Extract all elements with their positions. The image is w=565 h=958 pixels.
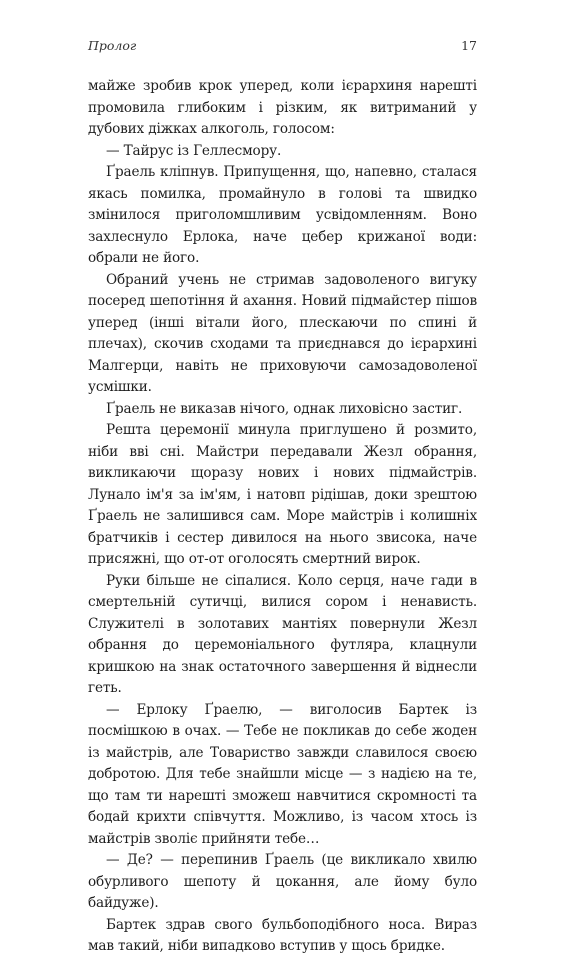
paragraph: Руки більше не сіпалися. Коло серця, наче гади в смертельній сутичці, вилися сором і ненависть. Служителі в золотавих мантіях повернули Жезл обрання до церемоніального футляра, клацнули кришкою на знак остаточного завершення й віднесли геть.	[88, 572, 477, 696]
paragraph: майже зробив крок уперед, коли ієрархиня нарешті промовила глибоким і різким, як витриманий у дубових діжках алкоголь, голосом:	[88, 78, 477, 137]
paragraph: — Тайрус із Геллесмору.	[106, 142, 282, 159]
paragraph: Ґраель не виказав нічого, однак лиховісно застиг.	[106, 400, 463, 417]
paragraph: — Ерлоку Ґраелю, — виголосив Бартек із посмішкою в очах. — Тебе не покликав до себе жоден із майстрів, але Товариство завжди славилося своєю добротою. Для тебе знайшли місце — з надією на те, що там ти нарешті зможеш навчитися скромності та бодай крихти співчуття. Можливо, із часом хтось із майстрів зволіє прийняти тебе…	[88, 701, 477, 847]
page-number: 17	[461, 38, 477, 53]
paragraph: Обраний учень не стримав задоволеного вигуку посеред шепотіння й ахання. Новий підмайстер пішов уперед (інші вітали його, плескаючи по спині й плечах), скочив сходами та приєднався до ієрархині Малгерци, навіть не приховуючи самозадоволеної усмішки.	[88, 271, 477, 395]
chapter-title: Пролог	[88, 38, 137, 53]
paragraph: Ґраель кліпнув. Припущення, що, напевно, сталася якась помилка, промайнуло в голові та швидко змінилося приголомшливим усвідомленням. Воно захлеснуло Ерлока, наче цебер крижаної води: обрали не його.	[88, 164, 477, 266]
body-text	[88, 76, 477, 958]
paragraph: Решта церемонії минула приглушено й розмито, ніби вві сні. Майстри передавали Жезл обрання, викликаючи щоразу нових і нових підмайстрів. Лунало ім'я за ім'ям, і натовп рідішав, доки зрештою Ґраель не залишився сам. Море майстрів і колишніх братчиків і сестер дивилося на нього звисока, наче присяжні, що от-от оголосять смертний вирок.	[88, 422, 477, 567]
paragraph: Бартек здрав свого бульбоподібного носа. Вираз мав такий, ніби випадково вступив у щось бридке.	[88, 916, 477, 954]
paragraph: — Де? — перепинив Ґраель (це викликало хвилю обурливого шепоту й цокання, але йому було байдуже).	[88, 852, 477, 911]
running-header	[88, 38, 477, 53]
